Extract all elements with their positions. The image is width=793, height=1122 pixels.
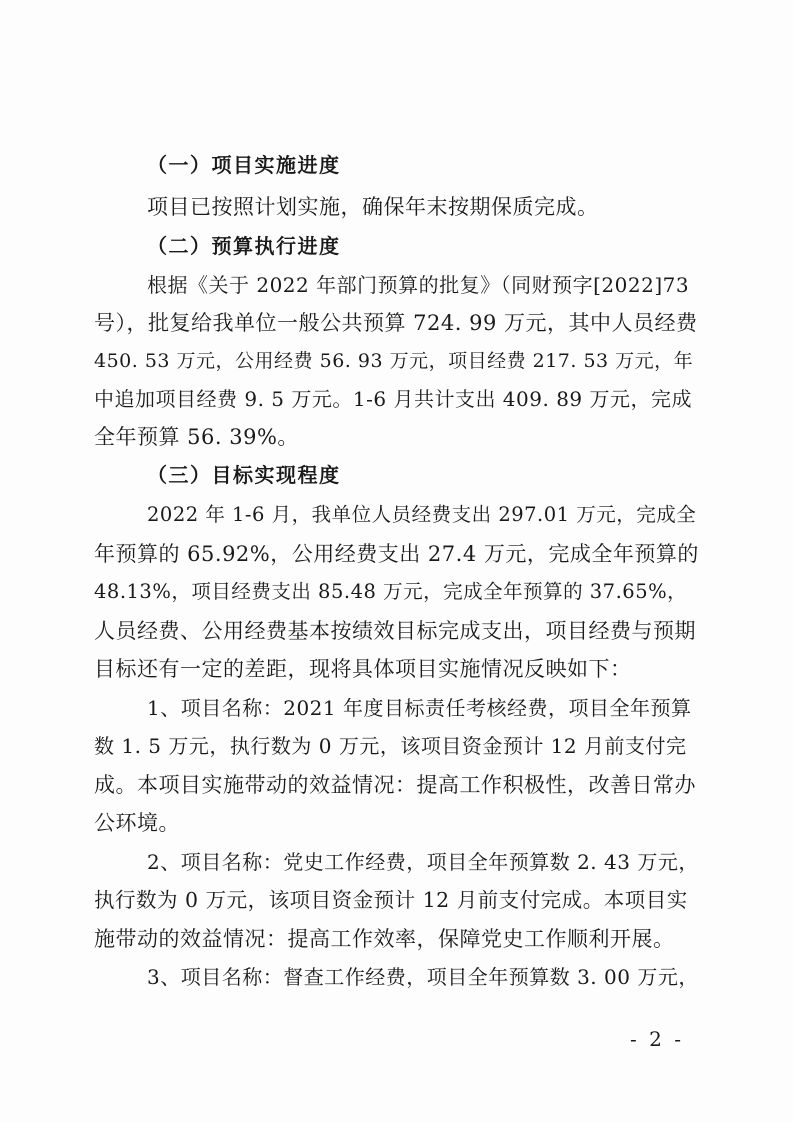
paragraph-line: 3、项目名称：督查工作经费，项目全年预算数 3. 00 万元，: [147, 965, 699, 989]
paragraph-line: 450. 53 万元，公用经费 56. 93 万元，项目经费 217. 53 万元，年: [94, 350, 694, 372]
section-heading-target: （三）目标实现程度: [147, 463, 341, 487]
paragraph-line: 公环境。: [94, 811, 180, 835]
paragraph-line: 1、项目名称：2021 年度目标责任考核经费，项目全年预算: [147, 696, 692, 720]
paragraph-line: 全年预算 56. 39%。: [94, 425, 299, 449]
paragraph-line: 年预算的 65.92%，公用经费支出 27.4 万元，完成全年预算的: [94, 542, 699, 566]
paragraph-line: 人员经费、公用经费基本按绩效目标完成支出，项目经费与预期: [94, 619, 696, 643]
paragraph-line: 根据《关于 2022 年部门预算的批复》（同财预字[2022]73: [147, 273, 690, 297]
paragraph-line: 中追加项目经费 9. 5 万元。1-6 月共计支出 409. 89 万元，完成: [94, 387, 692, 411]
section-heading-progress: （一）项目实施进度: [147, 153, 341, 177]
paragraph-line: 2022 年 1-6 月，我单位人员经费支出 297.01 万元，完成全: [147, 503, 697, 526]
paragraph-line: 2、项目名称：党史工作经费，项目全年预算数 2. 43 万元，: [147, 850, 699, 874]
paragraph-line: 号），批复给我单位一般公共预算 724. 99 万元，其中人员经费: [94, 311, 698, 335]
page-number: - 2 -: [630, 1027, 684, 1051]
paragraph-line: 目标还有一定的差距，现将具体项目实施情况反映如下：: [94, 657, 632, 681]
section-heading-budget: （二）预算执行进度: [147, 234, 341, 258]
paragraph-line: 数 1. 5 万元，执行数为 0 万元，该项目资金预计 12 月前支付完: [94, 734, 687, 758]
paragraph-line: 施带动的效益情况：提高工作效率，保障党史工作顺利开展。: [94, 927, 675, 951]
paragraph-line: 项目已按照计划实施，确保年末按期保质完成。: [147, 195, 599, 219]
paragraph-line: 48.13%，项目经费支出 85.48 万元，完成全年预算的 37.65%，: [94, 580, 688, 603]
paragraph-line: 成。本项目实施带动的效益情况：提高工作积极性，改善日常办: [94, 773, 696, 797]
paragraph-line: 执行数为 0 万元，该项目资金预计 12 月前支付完成。本项目实: [94, 888, 688, 912]
